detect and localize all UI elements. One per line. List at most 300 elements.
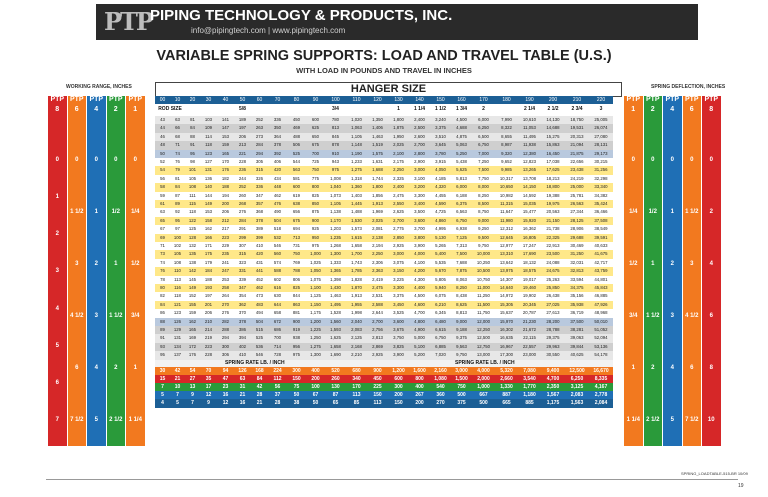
ptp-travel-value: 1/2 (131, 261, 140, 267)
load-value: 2,756 (372, 327, 383, 332)
load-value: 3,600 (414, 217, 425, 223)
hanger-size-header: 200 (548, 97, 558, 103)
load-value: 2,325 (393, 175, 404, 181)
spring-rate-value: 375 (457, 400, 466, 407)
ptp-travel-value: 3/4 (629, 313, 638, 319)
load-value: 452 (255, 276, 264, 282)
load-value: 16,805 (522, 234, 537, 240)
load-value: 4,185 (435, 175, 446, 181)
load-value: 73 (160, 251, 165, 257)
spring-rate-value: 15 (159, 375, 166, 382)
load-row (155, 309, 613, 317)
load-value: 300 (221, 343, 230, 349)
load-value: 20,345 (522, 301, 537, 307)
load-value: 469 (292, 125, 301, 131)
ptp-travel-value: 2 (651, 365, 655, 371)
spring-rate-value: 56 (274, 384, 281, 390)
ptp-travel-value: 1 (670, 209, 674, 215)
load-value: 4,725 (435, 209, 446, 215)
ptp-travel-value: 0 (651, 157, 655, 163)
spring-rate-value: 21 (256, 400, 263, 407)
load-value: 2,175 (393, 159, 404, 164)
load-value: 6,563 (456, 209, 467, 215)
load-row (155, 284, 613, 292)
load-value: 6,188 (456, 192, 467, 198)
spring-rate-value: 300 (292, 367, 301, 374)
load-value: 5,100 (414, 343, 425, 349)
load-value: 2,925 (372, 352, 383, 358)
load-value: 131 (173, 335, 182, 341)
load-value: 8,625 (456, 301, 467, 307)
spring-rate-value: 340 (352, 375, 361, 382)
load-value: 3,240 (435, 117, 446, 122)
load-value: 7,000 (478, 150, 489, 156)
load-value: 2,400 (393, 184, 404, 190)
load-row (155, 217, 613, 225)
load-value: 878 (331, 142, 340, 148)
load-value: 2,363 (372, 268, 383, 274)
spring-rate-value: 1,175 (546, 400, 560, 407)
spring-rate-value: 85 (353, 400, 360, 407)
load-value: 175 (204, 251, 213, 257)
ptp-travel-value: 4 (55, 305, 59, 312)
load-value: 11,053 (523, 125, 536, 131)
load-value: 4,500 (456, 117, 467, 122)
load-value: 223 (221, 234, 230, 240)
load-value: 47,926 (594, 301, 608, 307)
load-value: 1,008 (330, 175, 341, 181)
rod-size-cell: 2 1/4 (523, 106, 536, 112)
load-value: 4,000 (414, 251, 425, 257)
ptp-travel-value: 0 (114, 157, 118, 163)
spring-rate-value: 520 (331, 367, 340, 374)
load-value: 25,850 (546, 285, 560, 290)
load-value: 74 (160, 259, 165, 265)
load-value: 4,688 (456, 125, 467, 131)
load-value: 725 (311, 159, 320, 164)
load-value: 276 (238, 209, 247, 215)
hanger-size-title: HANGER SIZE (155, 82, 622, 97)
load-value: 532 (273, 234, 282, 240)
load-value: 700 (273, 335, 282, 341)
load-value: 574 (273, 259, 282, 265)
hanger-size-header: 190 (525, 97, 534, 103)
ptp-travel-value: 1 1/2 (646, 313, 660, 319)
load-value: 1,250 (310, 335, 321, 341)
load-value: 347 (238, 285, 247, 290)
load-value: 65 (160, 217, 165, 223)
spring-rate-value: 12 (205, 392, 212, 399)
spring-rate-value: 12 (222, 400, 229, 407)
load-value: 1,969 (372, 209, 383, 215)
load-value: 2,168 (351, 343, 362, 349)
load-value: 135 (188, 251, 197, 257)
ptp-size: 8 (55, 106, 60, 113)
load-value: 28,788 (546, 327, 560, 332)
load-value: 1,365 (330, 268, 341, 274)
load-value: 1,658 (330, 343, 341, 349)
ptp-travel-value: 5 (55, 342, 59, 349)
load-value: 3,450 (393, 301, 404, 307)
load-value: 39,591 (594, 234, 608, 240)
load-value: 13,000 (476, 352, 491, 358)
spring-rate-value: 70 (205, 367, 212, 374)
load-value: 149 (188, 285, 197, 290)
spring-rate-value: 2,778 (594, 392, 608, 399)
ptp-travel-value: 1 1/4 (626, 417, 640, 423)
load-value: 8,000 (478, 184, 489, 190)
load-value: 4,590 (435, 201, 446, 206)
load-value: 2,800 (414, 150, 425, 156)
load-value: 357 (255, 201, 264, 206)
spring-rate-value: 113 (373, 400, 382, 407)
rod-size-cell: 1 1/2 (434, 106, 447, 112)
load-value: 3,900 (414, 243, 425, 248)
spring-rate-value: 50 (293, 392, 300, 399)
ptp-size: 1 (133, 106, 138, 113)
load-value: 1,800 (372, 184, 383, 190)
ptp-travel-value: 5 (94, 417, 98, 423)
load-value: 84 (160, 301, 165, 307)
load-value: 20,787 (522, 310, 537, 316)
spring-rate-value: 667 (479, 392, 488, 399)
hanger-size-header: 70 (274, 97, 281, 103)
spring-rate-value: 360 (436, 392, 445, 399)
load-value: 402 (238, 343, 247, 349)
load-value: 2,475 (372, 285, 383, 290)
load-value: 1,688 (372, 167, 383, 173)
load-value: 37,508 (594, 217, 608, 223)
spring-rate-value: 42 (256, 384, 263, 390)
hanger-size-header: 40 (222, 97, 229, 103)
load-value: 1,870 (351, 285, 362, 290)
load-value: 3,510 (435, 133, 446, 139)
load-value: 63 (175, 117, 180, 122)
load-value: 1,235 (330, 234, 341, 240)
load-value: 21,094 (570, 142, 584, 148)
load-value: 23,500 (546, 251, 560, 257)
spring-rate-value: 6,250 (570, 375, 584, 382)
load-value: 17,625 (546, 167, 560, 173)
load-value: 100 (173, 234, 182, 240)
load-value: 1,170 (330, 217, 341, 223)
load-value: 7,688 (456, 259, 467, 265)
load-value: 10,750 (476, 276, 491, 282)
load-value: 625 (311, 125, 320, 131)
spring-rate-value: 21 (174, 375, 181, 382)
spring-rate-label-right: SPRING RATE LB. / INCH (455, 359, 515, 366)
spring-rate-value: 9,400 (546, 367, 560, 374)
load-value: 101 (188, 167, 197, 173)
load-value: 27,080 (594, 133, 608, 139)
spring-rate-value: 7 (176, 392, 179, 399)
load-value: 176 (188, 352, 197, 358)
spring-rate-value: 1,500 (455, 375, 468, 382)
ptp-travel-value: 1 1/2 (685, 209, 699, 215)
load-value: 1,875 (393, 125, 404, 131)
load-value: 20,313 (570, 133, 584, 139)
load-value: 450 (292, 117, 301, 122)
spring-rate-value: 7 (161, 384, 164, 390)
load-value: 3,675 (393, 327, 404, 332)
load-value: 88 (160, 318, 165, 324)
load-value: 52,094 (594, 335, 608, 341)
hanger-size-header: 220 (596, 97, 606, 103)
load-value: 35,156 (570, 293, 584, 299)
load-value: 18,750 (570, 117, 584, 122)
load-value: 22,557 (522, 343, 537, 349)
load-value: 672 (273, 318, 282, 324)
load-value: 24,219 (570, 175, 584, 181)
spring-rate-band (155, 360, 613, 367)
ptp-size: 6 (74, 106, 79, 113)
load-value: 4,600 (414, 301, 425, 307)
spring-rate-value: 500 (479, 400, 488, 407)
load-row (155, 343, 613, 351)
load-value: 18,213 (546, 175, 560, 181)
load-value: 40,625 (570, 352, 584, 358)
load-value: 291 (238, 226, 247, 232)
load-value: 1,275 (310, 343, 321, 349)
load-value: 244 (238, 175, 247, 181)
ptp-travel-value: 3 (670, 313, 674, 319)
load-value: 1,785 (351, 268, 362, 274)
load-value: 2,813 (372, 335, 383, 341)
load-value: 15,477 (522, 209, 537, 215)
load-value: 2,100 (393, 150, 404, 156)
load-value: 71 (175, 142, 180, 148)
load-value: 875 (311, 209, 320, 215)
rod-size-cell (495, 104, 518, 115)
load-row (155, 234, 613, 242)
load-value: 1,000 (310, 251, 321, 257)
load-value: 1,138 (330, 209, 341, 215)
spring-rate-value: 126 (238, 367, 247, 374)
load-value: 12,750 (476, 343, 491, 349)
spring-rate-row (155, 399, 613, 407)
ptp-travel-value: 3 (75, 261, 79, 267)
load-value: 315 (255, 167, 264, 173)
load-value: 350 (273, 125, 282, 131)
load-value: 1,955 (351, 301, 362, 307)
load-value: 9,000 (478, 217, 489, 223)
spring-rate-value: 8,335 (594, 375, 608, 382)
load-value: 206 (221, 209, 230, 215)
spring-rate-value: 5 (176, 400, 179, 407)
load-value: 4,800 (414, 318, 425, 324)
ptp-travel-value: 4 (670, 365, 674, 371)
load-value: 13,310 (499, 251, 514, 257)
load-value: 16,450 (546, 150, 560, 156)
load-value: 1,105 (351, 133, 362, 139)
load-value: 1,063 (351, 125, 362, 131)
load-value: 644 (273, 301, 282, 307)
spring-rate-value: 42 (174, 367, 181, 374)
load-value: 2,083 (351, 327, 362, 332)
load-value: 6,075 (435, 293, 446, 299)
load-value: 448 (273, 184, 282, 190)
load-value: 76 (175, 159, 180, 164)
load-value: 3,375 (393, 293, 404, 299)
spring-rate-value: 168 (255, 367, 264, 374)
hanger-size-header: 10 (174, 97, 181, 103)
load-value: 347 (255, 192, 264, 198)
spring-rate-value: 31 (239, 384, 246, 390)
spring-rate-value: 65 (332, 400, 339, 407)
load-value: 476 (273, 201, 282, 206)
ptp-travel-value: 1 1/2 (109, 313, 123, 319)
load-value: 943 (331, 159, 340, 164)
load-value: 71 (160, 243, 165, 248)
load-value: 769 (292, 259, 301, 265)
load-value: 4,050 (435, 167, 446, 173)
load-value: 31,256 (594, 167, 608, 173)
spring-rate-value: 680 (352, 367, 361, 374)
load-value: 3,375 (435, 125, 446, 131)
load-value: 938 (292, 335, 301, 341)
load-value: 140 (204, 184, 213, 190)
load-value: 9,250 (478, 226, 489, 232)
load-value: 581 (292, 175, 301, 181)
load-value: 21,672 (522, 327, 537, 332)
load-value: 288 (221, 327, 230, 332)
load-value: 825 (292, 285, 301, 290)
load-value: 8,250 (456, 285, 467, 290)
ptp-6-column (68, 96, 87, 446)
load-value: 845 (331, 133, 340, 139)
spring-rate-value: 9 (207, 400, 210, 407)
load-value: 386 (238, 327, 247, 332)
load-value: 1,125 (310, 293, 321, 299)
load-value: 394 (238, 335, 247, 341)
ptp-travel-value: 0 (94, 157, 98, 163)
load-value: 10,250 (476, 259, 491, 265)
spring-rate-value: 887 (502, 392, 511, 399)
load-row (155, 334, 613, 342)
spring-rate-value: 67 (312, 392, 319, 399)
load-value: 6,250 (478, 125, 489, 131)
load-value: 6,480 (435, 318, 446, 324)
load-value: 3,500 (414, 209, 425, 215)
load-value: 170 (221, 159, 230, 164)
load-value: 806 (292, 276, 301, 282)
load-value: 32,813 (570, 268, 584, 274)
load-value: 34,375 (570, 285, 584, 290)
load-value: 14,592 (522, 192, 537, 198)
load-row (155, 250, 613, 258)
load-value: 3,200 (414, 184, 425, 190)
load-value: 88 (190, 133, 195, 139)
load-value: 54,178 (594, 352, 608, 358)
load-value: 32,031 (570, 259, 584, 265)
page-title: VARIABLE SPRING SUPPORTS: LOAD AND TRAVEL TABLE (U.S.) (156, 48, 612, 64)
load-value: 775 (311, 175, 320, 181)
load-value: 18,575 (522, 268, 537, 274)
load-value: 1,190 (351, 150, 362, 156)
load-value: 15,920 (522, 217, 537, 223)
spring-rate-value: 150 (292, 375, 301, 382)
load-value: 276 (221, 310, 230, 316)
load-value: 30,469 (570, 243, 584, 248)
load-row (155, 183, 613, 191)
load-value: 165 (221, 150, 230, 156)
load-value: 282 (221, 318, 230, 324)
load-value: 1,913 (351, 293, 362, 299)
load-value: 1,100 (310, 285, 321, 290)
spring-rate-value: 2,660 (500, 375, 513, 382)
load-value: 206 (204, 310, 213, 316)
load-value: 2,644 (372, 310, 383, 316)
load-value: 74 (175, 150, 180, 156)
spring-rate-value: 1,770 (523, 384, 536, 390)
spring-rate-value: 300 (394, 384, 403, 390)
load-value: 5,130 (435, 234, 446, 240)
load-value: 1,360 (351, 184, 362, 190)
load-value: 9,985 (501, 167, 512, 173)
load-value: 95 (190, 150, 195, 156)
load-value: 11,750 (477, 310, 490, 316)
load-value: 12,312 (499, 226, 514, 232)
load-value: 43,759 (594, 268, 608, 274)
load-value: 713 (292, 234, 301, 240)
load-value: 1,800 (393, 117, 404, 122)
load-value: 158 (204, 217, 213, 223)
ptp-travel-value: 1/2 (648, 209, 657, 215)
load-value: 4,455 (435, 192, 446, 198)
load-value: 4,900 (414, 327, 425, 332)
load-value: 506 (292, 142, 301, 148)
load-value: 389 (255, 226, 264, 232)
load-value: 6,210 (435, 301, 446, 307)
spring-rate-value: 16,670 (593, 367, 609, 374)
load-value: 48 (160, 142, 165, 148)
load-value: 22,913 (546, 243, 560, 248)
load-value: 392 (273, 150, 282, 156)
load-value: 68 (175, 133, 180, 139)
load-value: 1,203 (330, 226, 341, 232)
load-value: 89 (160, 327, 165, 332)
ptp-label: PTP (704, 96, 719, 103)
load-value: 11,000 (477, 285, 490, 290)
load-value: 2,925 (393, 243, 404, 248)
load-value: 546 (255, 352, 264, 358)
load-value: 53,136 (594, 343, 608, 349)
load-value: 14,688 (546, 125, 560, 131)
spring-rate-value: 21 (239, 392, 246, 399)
spring-rate-value: 200 (394, 392, 403, 399)
load-value: 35,424 (594, 201, 608, 206)
load-value: 11,250 (477, 293, 490, 299)
load-value: 15,863 (546, 142, 560, 148)
ptp-travel-value: 4 (709, 261, 713, 267)
load-value: 1,275 (351, 167, 362, 173)
load-value: 1,495 (330, 301, 341, 307)
load-value: 9,375 (456, 335, 467, 341)
load-value: 134 (173, 343, 182, 349)
ptp-4-column (87, 96, 106, 446)
ptp-size: 1 (631, 106, 636, 113)
spring-rate-value: 885 (525, 400, 534, 407)
spring-rate-value: 28 (256, 392, 263, 399)
load-value: 92 (175, 209, 180, 215)
load-value: 61 (160, 201, 165, 206)
load-value: 900 (311, 217, 320, 223)
ptp-travel-value: 2 (670, 261, 674, 267)
spring-rate-label-left: SPRING RATE LB. / INCH (225, 359, 285, 366)
load-value: 17,300 (499, 352, 514, 358)
load-value: 7,500 (456, 251, 467, 257)
load-value: 473 (255, 293, 264, 299)
